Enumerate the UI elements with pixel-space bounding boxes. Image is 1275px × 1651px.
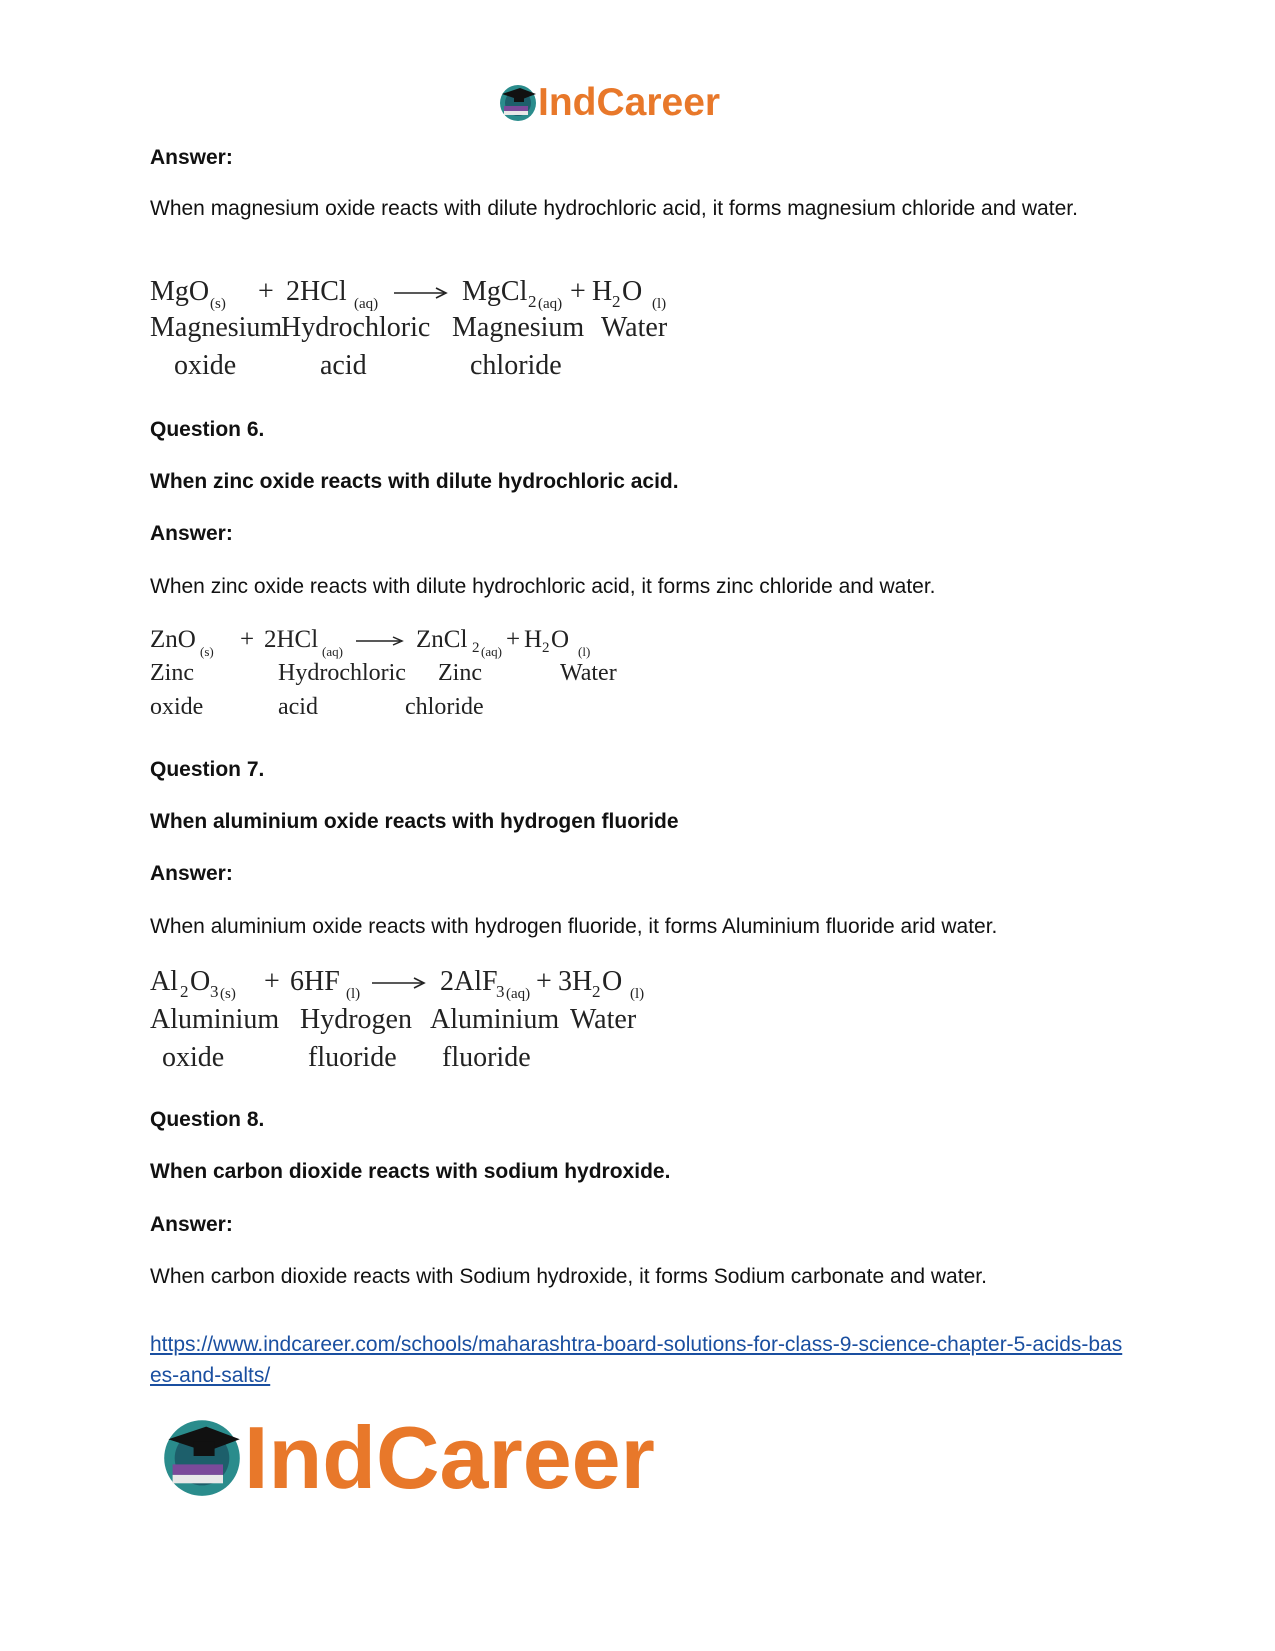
eq-label: acid — [320, 350, 367, 381]
logo-text: IndCareer — [244, 1408, 655, 1507]
eq-label: fluoride — [308, 1042, 397, 1073]
eq-product-2b: O — [622, 276, 643, 307]
eq-reactant-2: 2HCl — [286, 276, 347, 307]
eq-product-2a: H — [592, 276, 613, 307]
answer-text: When carbon dioxide reacts with Sodium hydroxide, it forms Sodium carbonate and water. — [150, 1265, 987, 1288]
eq-product-1: 2AlF — [440, 966, 498, 997]
equation-al2o3 — [150, 966, 670, 1086]
graduation-cap-icon — [498, 82, 538, 122]
eq-state: (l) — [578, 644, 591, 659]
eq-state: (aq) — [354, 296, 379, 312]
eq-subscript: 2 — [612, 292, 621, 311]
eq-label: Magnesium — [150, 312, 283, 343]
eq-plus: + — [570, 276, 586, 307]
answer-text: When magnesium oxide reacts with dilute hydrochloric acid, it forms magnesium chloride and water. — [150, 197, 1078, 220]
eq-subscript: 2 — [528, 292, 537, 311]
arrow-icon — [372, 976, 428, 990]
eq-state: (aq) — [538, 296, 563, 312]
eq-product-2b: O — [602, 966, 623, 997]
eq-label: Zinc — [150, 660, 194, 686]
eq-label: acid — [278, 694, 318, 720]
eq-product-1: MgCl — [462, 276, 528, 307]
arrow-icon — [394, 286, 450, 300]
eq-label: Hydrochloric — [278, 660, 406, 686]
eq-label: Aluminium — [430, 1004, 560, 1035]
eq-subscript: 3 — [496, 982, 505, 1001]
eq-subscript: 2 — [592, 982, 601, 1001]
eq-plus: + — [536, 966, 552, 997]
arrow-icon — [356, 635, 406, 647]
eq-state: (l) — [652, 296, 667, 312]
eq-product-2b: O — [551, 626, 570, 653]
eq-label: Aluminium — [150, 1004, 280, 1035]
eq-product-1: ZnCl — [416, 626, 468, 653]
equation-mgo — [150, 276, 710, 396]
eq-subscript: 2 — [542, 640, 550, 656]
question-title: Question 8. — [150, 1108, 265, 1131]
question-title: Question 7. — [150, 758, 265, 781]
eq-reactant-1a: Al — [150, 966, 178, 997]
graduation-cap-icon — [160, 1414, 244, 1498]
eq-state: (s) — [210, 296, 226, 312]
answer-text: When zinc oxide reacts with dilute hydrochloric acid, it forms zinc chloride and water. — [150, 575, 936, 598]
answer-label: Answer: — [150, 862, 233, 885]
eq-subscript: 3 — [210, 982, 219, 1001]
header-logo — [498, 78, 778, 128]
eq-label: chloride — [405, 694, 484, 720]
eq-subscript: 2 — [472, 640, 480, 656]
eq-reactant-1b: O — [190, 966, 211, 997]
eq-label: Hydrogen — [300, 1004, 412, 1035]
eq-label: oxide — [162, 1042, 225, 1073]
eq-state: (s) — [200, 644, 214, 659]
eq-plus: + — [240, 626, 255, 653]
eq-state: (aq) — [481, 644, 502, 659]
eq-state: (aq) — [322, 644, 343, 659]
eq-label: chloride — [470, 350, 562, 381]
eq-state: (aq) — [506, 986, 531, 1002]
eq-label: oxide — [150, 694, 204, 720]
question-title: Question 6. — [150, 418, 265, 441]
eq-label: fluoride — [442, 1042, 531, 1073]
answer-label: Answer: — [150, 1213, 233, 1236]
eq-subscript: 2 — [180, 982, 189, 1001]
question-text: When carbon dioxide reacts with sodium hydroxide. — [150, 1160, 671, 1183]
eq-label: Water — [560, 660, 617, 686]
source-link[interactable]: https://www.indcareer.com/schools/maharashtra-board-solutions-for-class-9-science-chapter-5-acids-bases-and-salts/ — [150, 1333, 1123, 1387]
answer-label: Answer: — [150, 522, 233, 545]
eq-state: (l) — [630, 986, 645, 1002]
eq-plus: + — [264, 966, 280, 997]
logo-text: IndCareer — [538, 81, 721, 124]
footer-logo — [160, 1406, 720, 1516]
question-text: When aluminium oxide reacts with hydrogen fluoride — [150, 810, 679, 833]
answer-text: When aluminium oxide reacts with hydrogen fluoride, it forms Aluminium fluoride arid water. — [150, 915, 998, 938]
equation-zno — [150, 626, 650, 736]
eq-plus: + — [506, 626, 521, 653]
eq-label: Hydrochloric — [281, 312, 431, 343]
eq-label: Zinc — [438, 660, 482, 686]
eq-plus: + — [258, 276, 274, 307]
eq-state: (l) — [346, 986, 361, 1002]
eq-product-2a: H — [524, 626, 543, 653]
eq-reactant-1: MgO — [150, 276, 210, 307]
eq-label: oxide — [174, 350, 237, 381]
eq-label: Magnesium — [452, 312, 585, 343]
eq-label: Water — [601, 312, 668, 343]
eq-label: Water — [570, 1004, 637, 1035]
eq-state: (s) — [220, 986, 236, 1002]
eq-reactant-2: 6HF — [290, 966, 340, 997]
answer-label: Answer: — [150, 146, 233, 169]
eq-reactant-1: ZnO — [150, 626, 196, 653]
eq-reactant-2: 2HCl — [264, 626, 319, 653]
question-text: When zinc oxide reacts with dilute hydrochloric acid. — [150, 470, 679, 493]
eq-product-2a: 3H — [558, 966, 593, 997]
